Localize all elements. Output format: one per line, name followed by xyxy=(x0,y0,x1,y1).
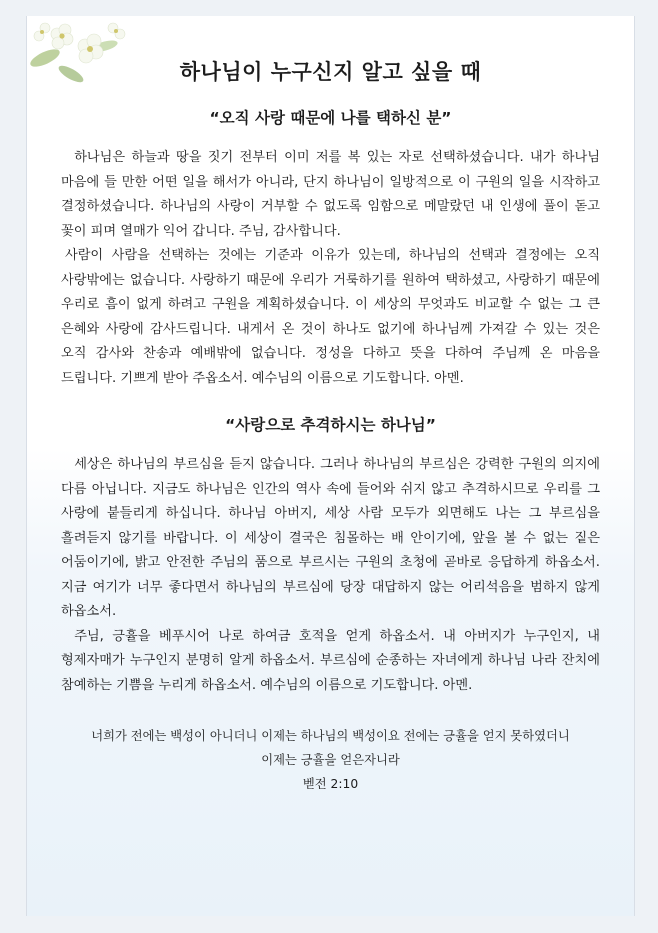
paragraph: 주님, 긍휼을 베푸시어 나로 하여금 호적을 얻게 하옵소서. 내 아버지가 누구인지, 내 형제자매가 누구인지 분명히 알게 하옵소서. 부르심에 순종하는 자녀에게 하나님 나라 잔치에 참예하는 기쁨을 누리게 하옵소서. 예수님의 이름으로 기도합니다. 아멘. xyxy=(61,628,600,693)
flower-decoration-icon xyxy=(27,16,137,96)
scripture-verse xyxy=(61,724,600,796)
page-title: 하나님이 누구신지 알고 싶을 때 xyxy=(179,60,482,84)
section-heading: “오직 사랑 때문에 나를 택하신 분” xyxy=(209,109,452,127)
devotional-page xyxy=(26,16,635,916)
paragraph: 하나님은 하늘과 땅을 짓기 전부터 이미 저를 복 있는 자로 선택하셨습니다. 내가 하나님 마음에 들 만한 어떤 일을 해서가 아니라, 단지 하나님이 일방적으로 이 구원의 일을 시작하고 결정하셨습니다. 하나님의 사랑이 거부할 수 없도록 임함으로 메말랐던 내 인생에 풀이 돋고 꽃이 피며 열매가 익어 갑니다. 주님, 감사합니다. xyxy=(61,150,600,239)
paragraph: 세상은 하나님의 부르심을 듣지 않습니다. 그러나 하나님의 부르심은 강력한 구원의 의지에 다름 아닙니다. 지금도 하나님은 인간의 역사 속에 들어와 쉬지 않고 추격하시므로 우리를 그 사랑에 붙들리게 하십니다. 하나님 아버지, 세상 사람 모두가 외면해도 나는 그 부르심을 흘려듣지 않기를 바랍니다. 이 세상이 결국은 침몰하는 배 안이기에, 앞을 볼 수 없는 짙은 어둠이기에, 밝고 안전한 주님의 품으로 부르시는 구원의 초청에 곧바로 응답하게 하옵소서. 지금 여기가 너무 좋다면서 하나님의 부르심에 당장 대답하지 않는 어리석음을 범하지 않게 하옵소서. xyxy=(61,457,600,619)
paragraph: 사람이 사람을 선택하는 것에는 기준과 이유가 있는데, 하나님의 선택과 결정에는 오직 사랑밖에는 없습니다. 사랑하기 때문에 우리가 거룩하기를 원하여 택하셨고, 사랑하기 때문에 우리로 흠이 없게 하려고 구원을 계획하셨습니다. 이 세상의 무엇과도 비교할 수 없는 그 큰 은혜와 사랑에 감사드립니다. 내게서 온 것이 하나도 없기에 하나님께 가져갈 수 있는 것은 오직 감사와 찬송과 예배밖에 없습니다. 정성을 다하고 뜻을 다하여 주님께 온 마음을 드립니다. 기쁘게 받아 주옵소서. 예수님의 이름으로 기도합니다. 아멘. xyxy=(61,248,600,386)
section-heading: “사랑으로 추격하시는 하나님” xyxy=(225,416,436,434)
verse-line: 너희가 전에는 백성이 아니더니 이제는 하나님의 백성이요 전에는 긍휼을 얻지 못하였더니 xyxy=(91,729,570,743)
section-pursuing-god xyxy=(61,413,600,698)
verse-line: 이제는 긍휼을 얻은자니라 xyxy=(261,753,400,767)
verse-reference: 벧전 2:10 xyxy=(302,777,359,791)
section-chosen-by-love xyxy=(61,106,600,391)
